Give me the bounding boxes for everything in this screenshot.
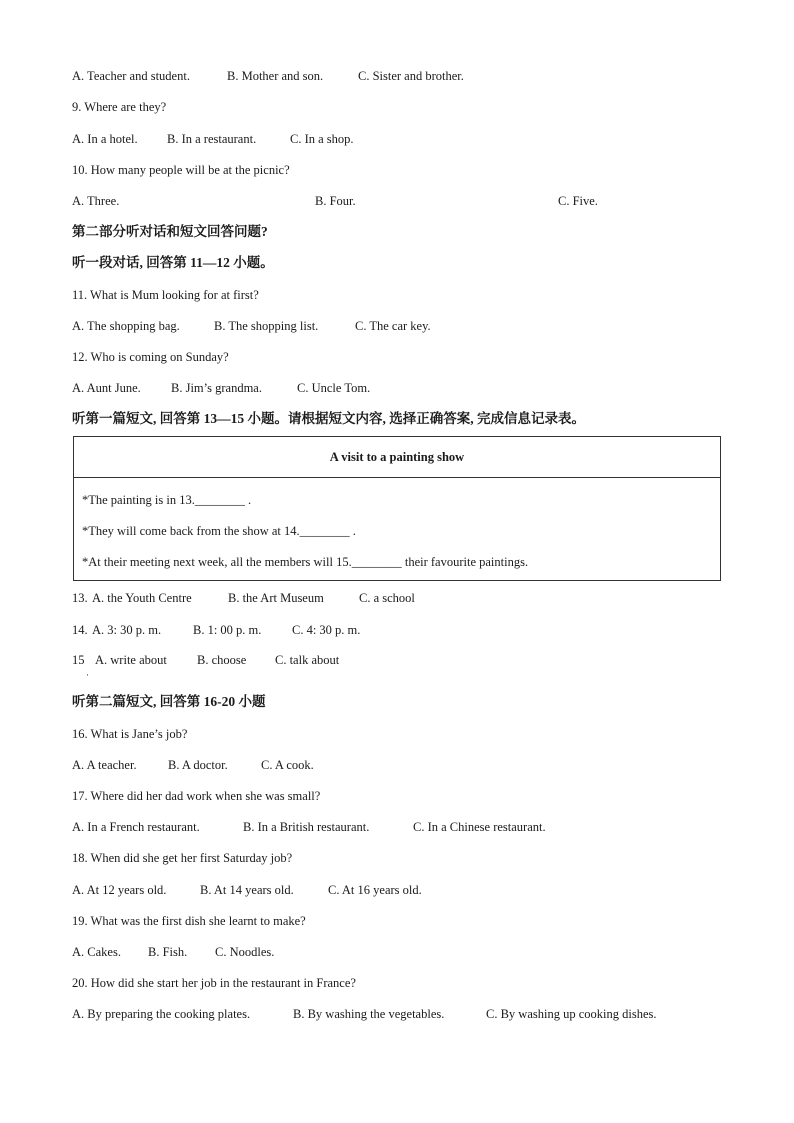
q9-option-a: A. In a hotel. xyxy=(72,132,138,146)
info-table-title: A visit to a painting show xyxy=(74,437,720,478)
q14-label: 14. xyxy=(72,623,88,637)
q11-question: 11. What is Mum looking for at first? xyxy=(72,288,259,302)
q8-option-b: B. Mother and son. xyxy=(227,69,324,83)
q11-option-a: A. The shopping bag. xyxy=(72,319,180,333)
q12-option-a: A. Aunt June. xyxy=(72,381,141,395)
q18-option-c: C. At 16 years old. xyxy=(328,883,422,897)
q10-option-a: A. Three. xyxy=(72,194,120,208)
q20-option-a: A. By preparing the cooking plates. xyxy=(72,1007,251,1021)
q16-option-a: A. A teacher. xyxy=(72,758,137,772)
info-table-line-1: *The painting is in 13.________ . xyxy=(82,493,252,507)
q20-option-c: C. By washing up cooking dishes. xyxy=(486,1007,657,1021)
q16-option-c: C. A cook. xyxy=(261,758,314,772)
stray-dot: · xyxy=(86,670,89,680)
q19-question: 19. What was the first dish she learnt to make? xyxy=(72,914,306,928)
q15-label: 15 xyxy=(72,653,85,667)
q16-option-b: B. A doctor. xyxy=(168,758,228,772)
q17-question: 17. Where did her dad work when she was small? xyxy=(72,789,321,803)
q18-option-b: B. At 14 years old. xyxy=(200,883,294,897)
q14-option-b: B. 1: 00 p. m. xyxy=(193,623,262,637)
dialogue-title: 听一段对话, 回答第 11—12 小题。 xyxy=(72,255,274,270)
q13-label: 13. xyxy=(72,591,88,605)
q10-question: 10. How many people will be at the picnic? xyxy=(72,163,290,177)
q12-question: 12. Who is coming on Sunday? xyxy=(72,350,229,364)
q16-question: 16. What is Jane’s job? xyxy=(72,727,188,741)
q15-option-a: A. write about xyxy=(95,653,167,667)
q12-option-c: C. Uncle Tom. xyxy=(297,381,371,395)
q9-question: 9. Where are they? xyxy=(72,100,167,114)
q18-question: 18. When did she get her first Saturday job? xyxy=(72,851,293,865)
q15-option-c: C. talk about xyxy=(275,653,340,667)
q13-option-b: B. the Art Museum xyxy=(228,591,324,605)
q17-option-a: A. In a French restaurant. xyxy=(72,820,200,834)
q17-option-b: B. In a British restaurant. xyxy=(243,820,370,834)
q14-option-a: A. 3: 30 p. m. xyxy=(92,623,162,637)
q12-option-b: B. Jim’s grandma. xyxy=(171,381,262,395)
q8-option-a: A. Teacher and student. xyxy=(72,69,190,83)
q14-option-c: C. 4: 30 p. m. xyxy=(292,623,361,637)
info-table xyxy=(73,436,721,581)
info-table-line-3: *At their meeting next week, all the members will 15.________ their favourite paintings. xyxy=(82,555,529,569)
q18-option-a: A. At 12 years old. xyxy=(72,883,167,897)
q11-option-b: B. The shopping list. xyxy=(214,319,319,333)
q9-option-b: B. In a restaurant. xyxy=(167,132,257,146)
q15-option-b: B. choose xyxy=(197,653,247,667)
passage2-title: 听第二篇短文, 回答第 16-20 小题 xyxy=(72,694,266,709)
q19-option-c: C. Noodles. xyxy=(215,945,275,959)
passage1-title: 听第一篇短文, 回答第 13—15 小题。请根据短文内容, 选择正确答案, 完成信息记录表。 xyxy=(72,411,585,426)
q10-option-b: B. Four. xyxy=(315,194,356,208)
q9-option-c: C. In a shop. xyxy=(290,132,354,146)
q17-option-c: C. In a Chinese restaurant. xyxy=(413,820,546,834)
q8-option-c: C. Sister and brother. xyxy=(358,69,464,83)
q13-option-c: C. a school xyxy=(359,591,415,605)
part2-title: 第二部分听对话和短文回答问题? xyxy=(72,224,268,239)
q11-option-c: C. The car key. xyxy=(355,319,431,333)
q19-option-a: A. Cakes. xyxy=(72,945,121,959)
q10-option-c: C. Five. xyxy=(558,194,598,208)
q20-question: 20. How did she start her job in the restaurant in France? xyxy=(72,976,356,990)
q19-option-b: B. Fish. xyxy=(148,945,188,959)
info-table-line-2: *They will come back from the show at 14.________ . xyxy=(82,524,356,538)
q13-option-a: A. the Youth Centre xyxy=(92,591,192,605)
q20-option-b: B. By washing the vegetables. xyxy=(293,1007,445,1021)
